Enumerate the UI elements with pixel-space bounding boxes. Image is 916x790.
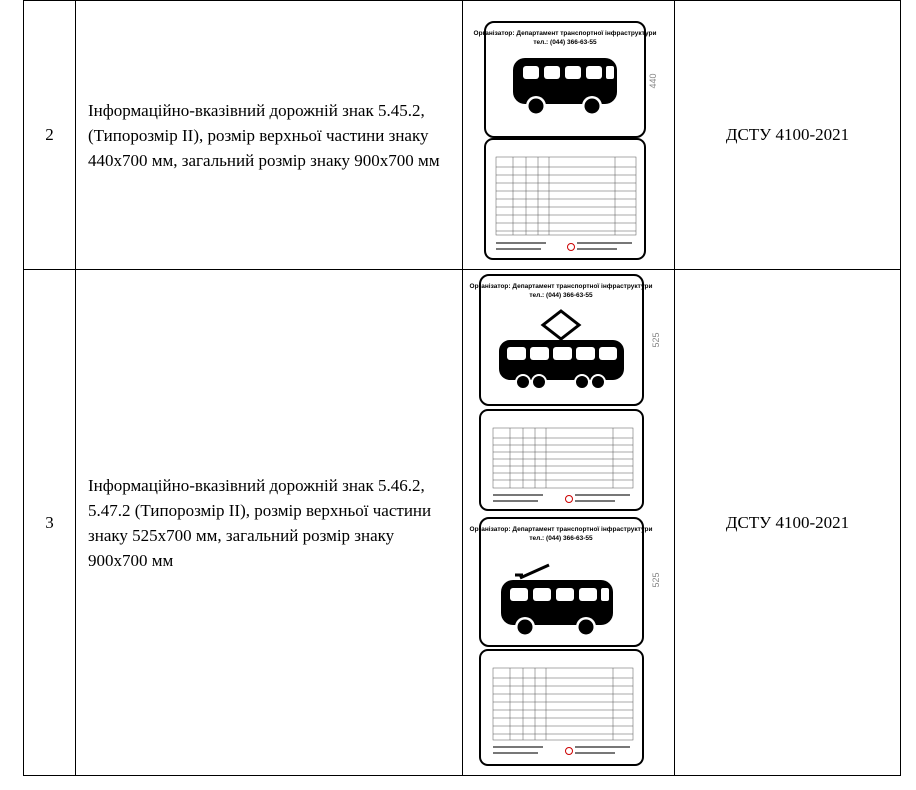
row-standard: ДСТУ 4100-2021 — [675, 270, 901, 776]
table-row — [24, 1, 901, 270]
sign-phone: тел.: (044) 366-63-55 — [529, 292, 593, 299]
dimension-label: 440 — [648, 73, 658, 89]
table-row — [24, 270, 901, 776]
row-description: Інформаційно-вказівний дорожній знак 5.46.2, 5.47.2 (Типорозмір ІІ), розмір верхньої частини знаку 525х700 мм, загальний розмір знаку 900х700 мм — [76, 270, 463, 776]
sign-drawing — [463, 1, 674, 264]
sign-phone: тел.: (044) 366-63-55 — [529, 535, 593, 542]
sign-image-cell — [463, 270, 675, 776]
sign-organizer: Організатор: Департамент транспортної інфраструктури — [469, 526, 653, 533]
row-standard: ДСТУ 4100-2021 — [675, 1, 901, 270]
row-number: 3 — [24, 270, 76, 776]
sign-image-cell — [463, 1, 675, 270]
dimension-label: 525 — [651, 332, 661, 348]
sign-phone: тел.: (044) 366-63-55 — [533, 39, 597, 46]
dimension-label: 525 — [651, 572, 661, 588]
sign-organizer: Організатор: Департамент транспортної інфраструктури — [469, 283, 653, 290]
sign-organizer: Організатор: Департамент транспортної інфраструктури — [473, 30, 657, 37]
sign-drawing — [463, 270, 674, 770]
row-description: Інформаційно-вказівний дорожній знак 5.45.2, (Типорозмір ІІ), розмір верхньої частини знаку 440х700 мм, загальний розмір знаку 900х700 мм — [76, 1, 463, 270]
spec-table — [23, 0, 901, 776]
row-number: 2 — [24, 1, 76, 270]
